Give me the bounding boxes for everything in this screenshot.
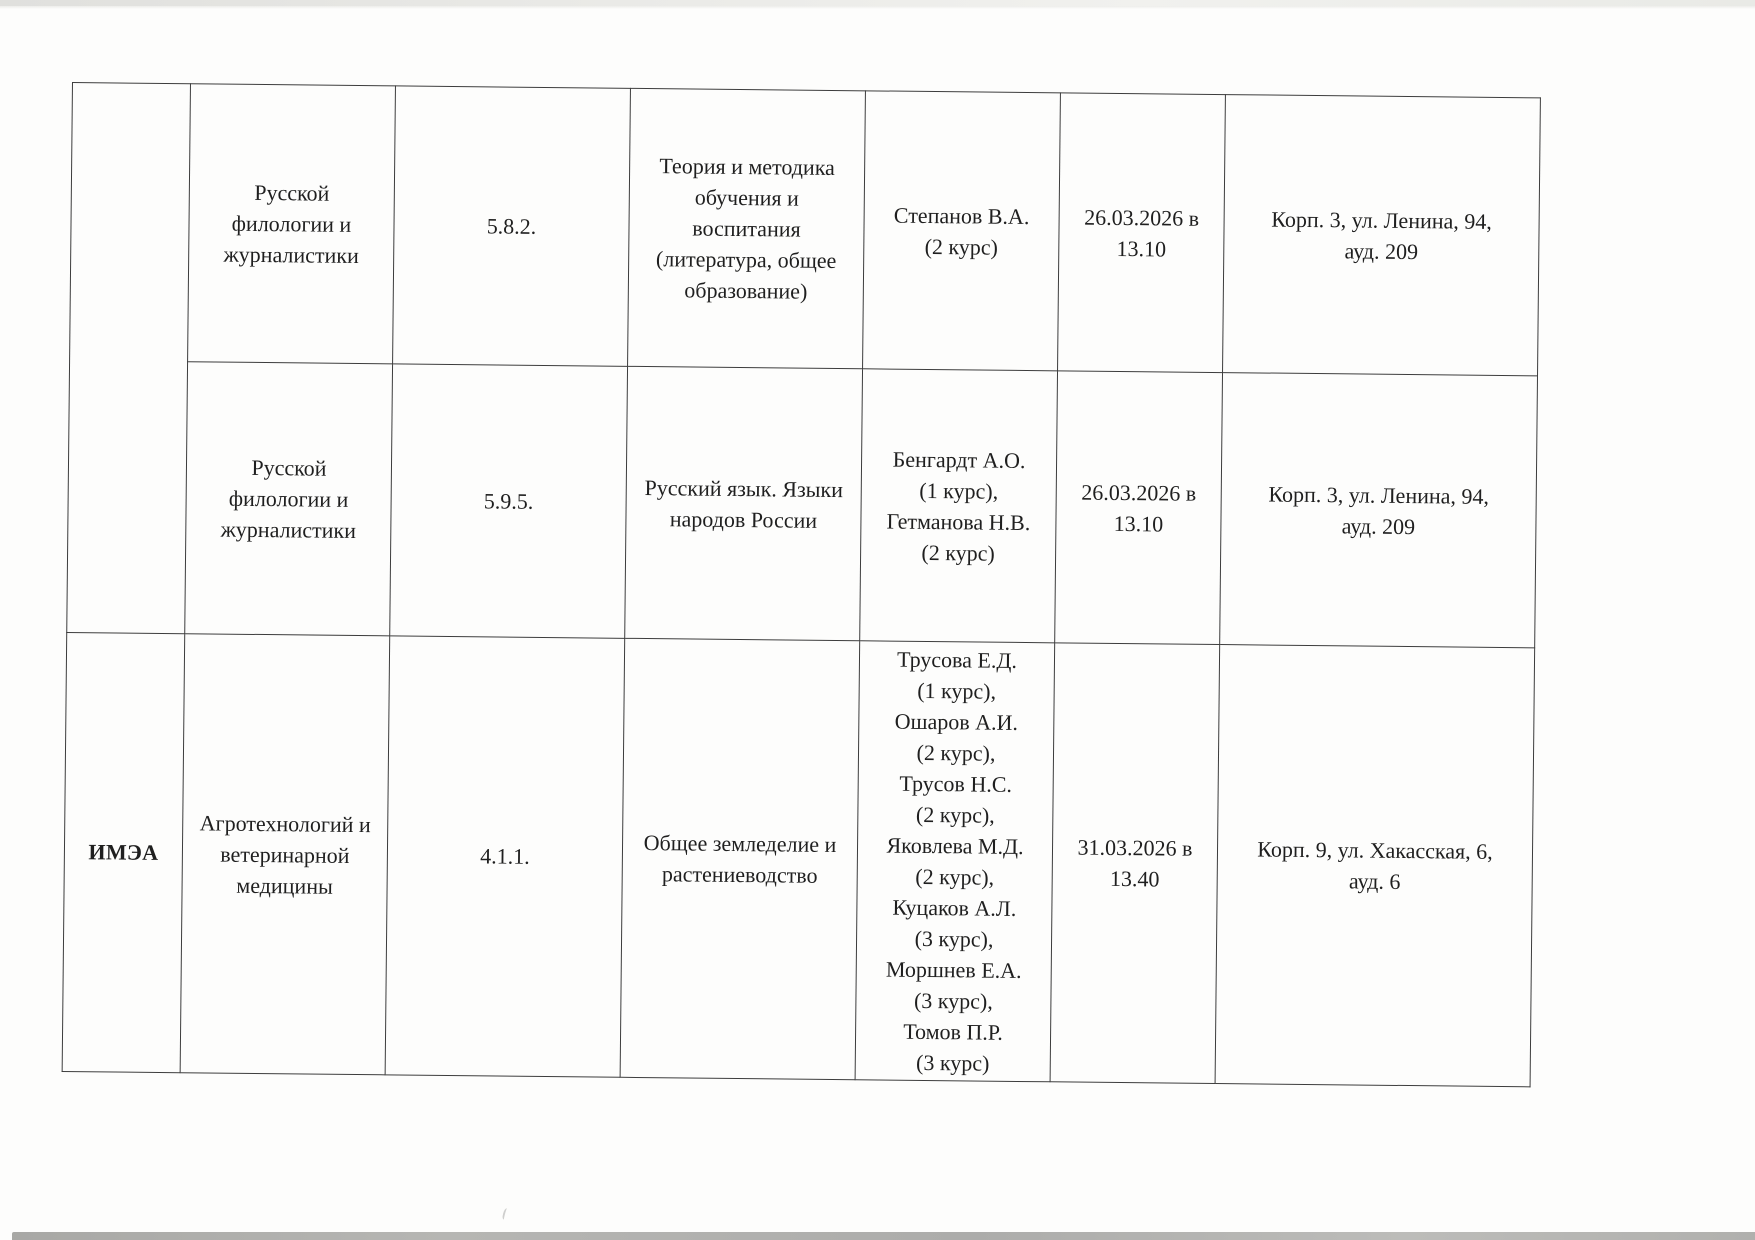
cell-datetime: 26.03.2026 в 13.10 bbox=[1055, 371, 1223, 645]
cell-institute bbox=[67, 83, 191, 634]
cell-students: Бенгардт А.О. (1 курс), Гетманова Н.В. (2 курс) bbox=[860, 369, 1058, 643]
table-row bbox=[70, 83, 1541, 376]
cell-datetime: 31.03.2026 в 13.40 bbox=[1050, 643, 1220, 1084]
cell-students: Трусова Е.Д. (1 курс), Ошаров А.И. (2 курс), Трусов Н.С. (2 курс), Яковлева М.Д. (2 курс), Куцаков А.Л. (3 курс), Моршнев Е.А. (3 курс), Томов П.Р. (3 курс) bbox=[855, 641, 1055, 1082]
cell-department: Русской филологии и журналистики bbox=[188, 84, 396, 364]
cell-datetime: 26.03.2026 в 13.10 bbox=[1058, 93, 1226, 373]
cell-subject: Общее земледелие и растениеводство bbox=[620, 638, 860, 1079]
cell-institute: ИМЭА bbox=[62, 632, 185, 1072]
cell-department: Русской филологии и журналистики bbox=[185, 362, 393, 636]
schedule-table-wrapper bbox=[62, 82, 1541, 1087]
cell-students: Степанов В.А. (2 курс) bbox=[863, 91, 1061, 371]
table-row bbox=[62, 632, 1535, 1086]
cell-subject: Русский язык. Языки народов России bbox=[625, 366, 863, 640]
cell-location: Корп. 3, ул. Ленина, 94, ауд. 209 bbox=[1223, 95, 1541, 376]
cell-subject: Теория и методика обучения и воспитания (литература, общее образование) bbox=[628, 88, 866, 368]
scanner-edge-bottom-artifact bbox=[12, 1232, 1755, 1240]
cell-location: Корп. 3, ул. Ленина, 94, ауд. 209 bbox=[1220, 373, 1538, 648]
cell-location: Корп. 9, ул. Хакасская, 6, ауд. 6 bbox=[1215, 645, 1535, 1087]
cell-code: 5.8.2. bbox=[393, 86, 631, 366]
cell-code: 4.1.1. bbox=[385, 636, 625, 1077]
scan-smudge-artifact bbox=[502, 1208, 510, 1221]
schedule-table bbox=[62, 82, 1541, 1087]
cell-department: Агротехнологий и ветеринарной медицины bbox=[180, 634, 390, 1075]
cell-code: 5.9.5. bbox=[390, 364, 628, 638]
scanner-edge-top-artifact bbox=[0, 0, 1755, 6]
table-row bbox=[67, 360, 1538, 647]
